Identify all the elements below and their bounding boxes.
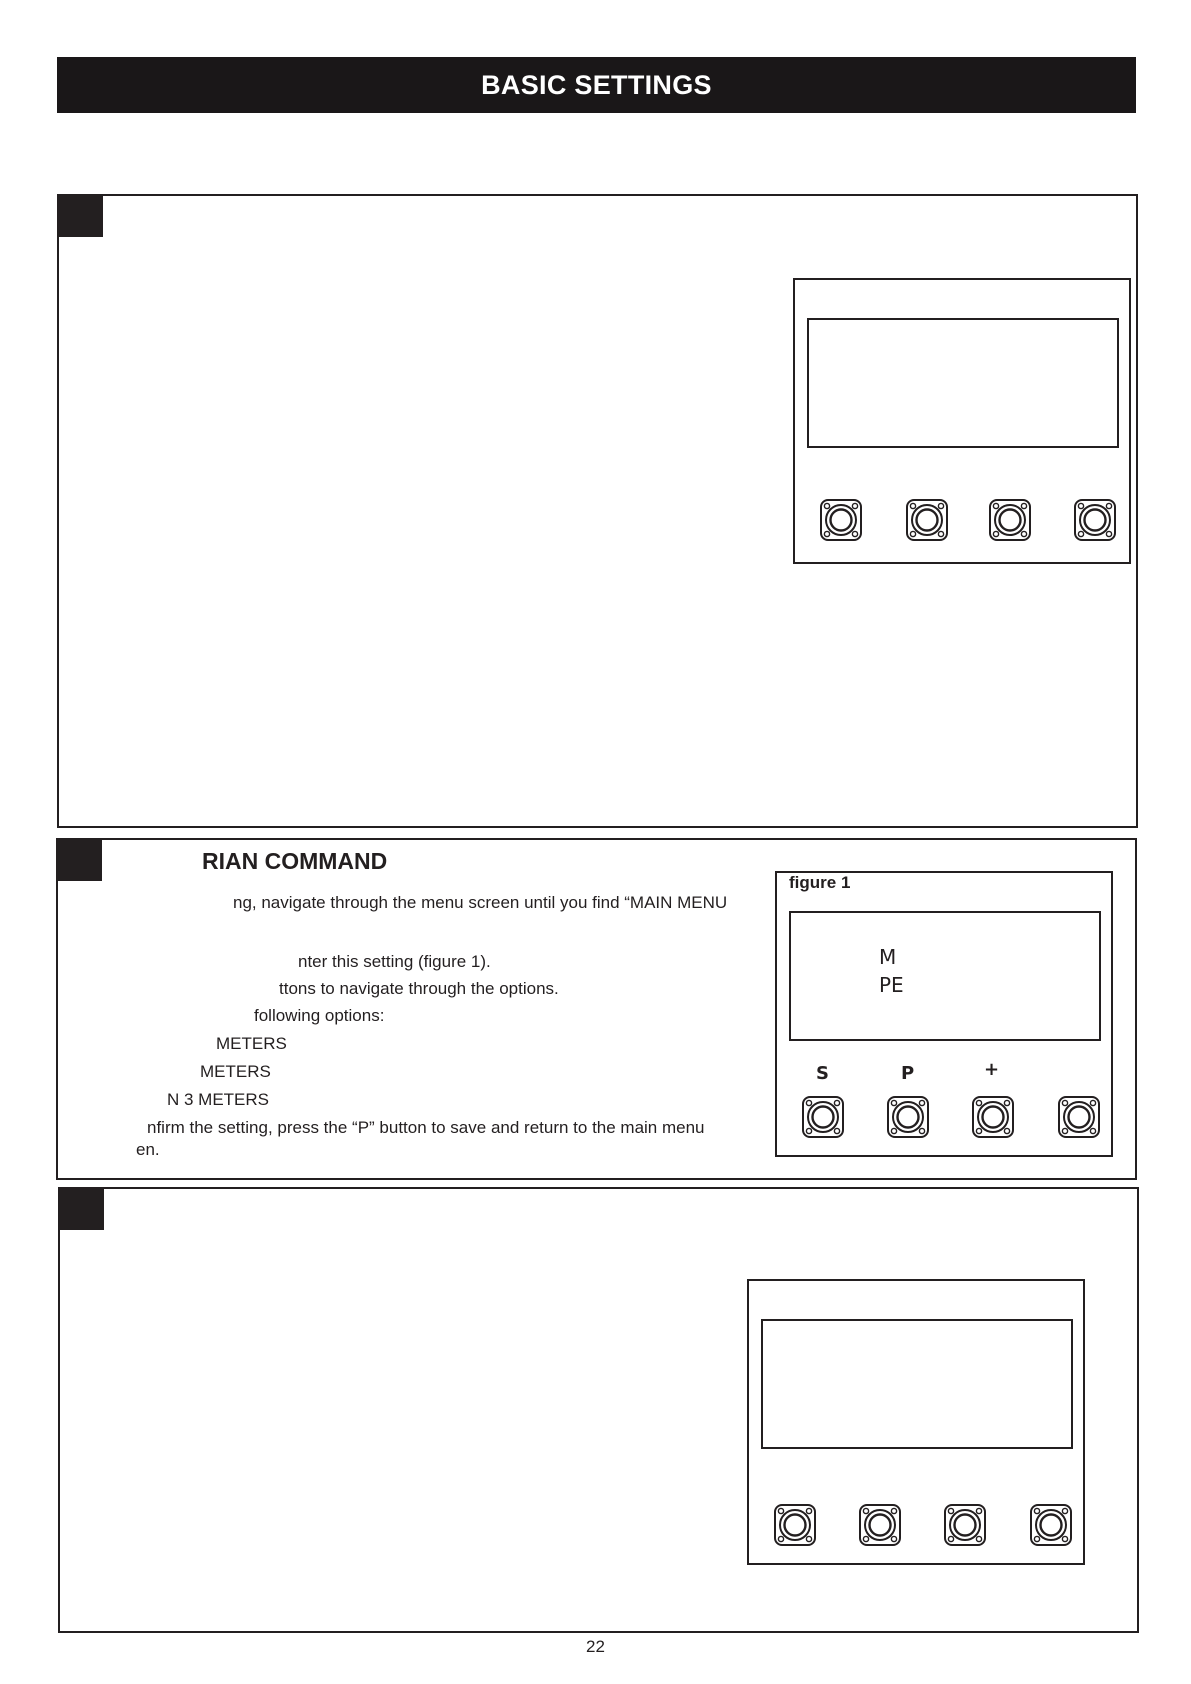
instruction-line: ttons to navigate through the options. — [279, 979, 559, 998]
panel-button-icon — [858, 1503, 902, 1547]
button-label-plus: + — [984, 1059, 1000, 1080]
figure-1-panel — [775, 871, 1113, 1157]
s-button-icon — [801, 1095, 845, 1139]
option-line: N 3 METERS — [167, 1090, 270, 1109]
button-label-p: P — [901, 1063, 915, 1084]
section-2 — [56, 838, 1137, 1180]
panel-button-icon — [1073, 498, 1117, 542]
section-number-tab — [60, 1189, 104, 1230]
panel-button-icon — [1029, 1503, 1073, 1547]
instruction-line: en. — [136, 1140, 160, 1159]
display-screen — [761, 1319, 1073, 1449]
section-1 — [57, 194, 1138, 828]
panel-button-icon — [905, 498, 949, 542]
display-screen — [807, 318, 1119, 448]
section-3 — [58, 1187, 1139, 1633]
display-screen — [789, 911, 1101, 1041]
instruction-line: following options: — [254, 1006, 385, 1025]
button-label-s: S — [816, 1063, 829, 1084]
option-line: METERS — [216, 1034, 287, 1053]
screen-text-line-2: PE — [879, 973, 904, 997]
panel-button-icon — [943, 1503, 987, 1547]
screen-text-line-1: M — [879, 945, 897, 969]
control-panel-diagram — [793, 278, 1131, 564]
section-number-tab — [59, 196, 103, 237]
page-title: BASIC SETTINGS — [481, 69, 712, 100]
section-title: RIAN COMMAND — [202, 848, 388, 874]
panel-button-icon — [1057, 1095, 1101, 1139]
panel-button-icon — [819, 498, 863, 542]
section-number-tab — [58, 840, 102, 881]
instruction-line: nfirm the setting, press the “P” button to save and return to the main menu — [147, 1118, 705, 1137]
control-panel-diagram — [747, 1279, 1085, 1565]
figure-label: figure 1 — [789, 873, 851, 892]
option-line: METERS — [200, 1062, 271, 1081]
p-button-icon — [886, 1095, 930, 1139]
instruction-line: nter this setting (figure 1). — [298, 952, 491, 971]
page-header — [57, 57, 1136, 113]
panel-button-icon — [988, 498, 1032, 542]
panel-button-icon — [773, 1503, 817, 1547]
instruction-line: ng, navigate through the menu screen until you find “MAIN MENU — [233, 893, 728, 912]
page-number: 22 — [586, 1637, 605, 1656]
plus-button-icon — [971, 1095, 1015, 1139]
